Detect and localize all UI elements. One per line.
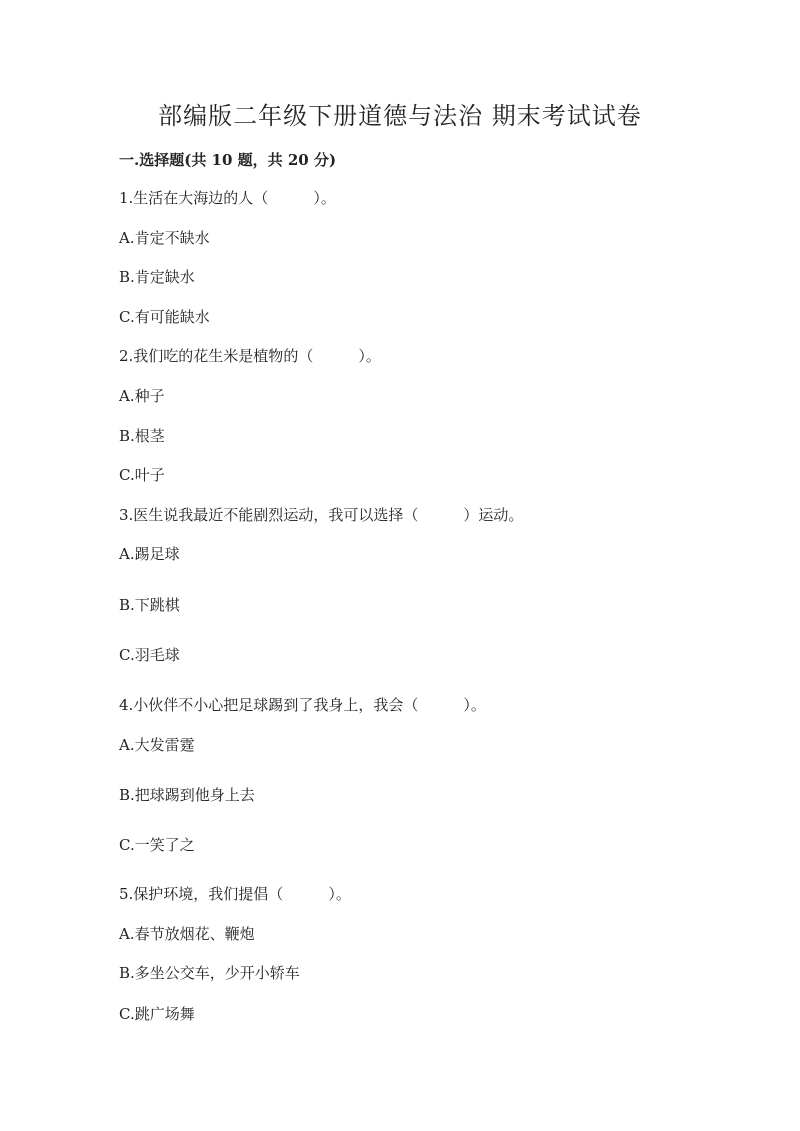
question-4-option-c: C.一笑了之 — [119, 836, 195, 854]
question-5-stem: 5.保护环境，我们提倡（ ）。 — [119, 885, 351, 903]
question-1-option-a: A.肯定不缺水 — [119, 229, 210, 247]
question-1-stem: 1.生活在大海边的人（ ）。 — [119, 189, 336, 207]
question-5-option-b: B.多坐公交车，少开小轿车 — [119, 964, 300, 982]
question-3-option-c: C.羽毛球 — [119, 646, 180, 664]
question-2-stem: 2.我们吃的花生米是植物的（ ）。 — [119, 347, 381, 365]
question-4-option-a: A.大发雷霆 — [119, 736, 195, 754]
section-heading: 一.选择题(共 10 题，共 20 分) — [119, 151, 337, 169]
question-2-option-a: A.种子 — [119, 387, 165, 405]
question-2-option-c: C.叶子 — [119, 466, 165, 484]
question-5-option-a: A.春节放烟花、鞭炮 — [119, 925, 255, 943]
question-1-option-b: B.肯定缺水 — [119, 268, 195, 286]
question-3-stem: 3.医生说我最近不能剧烈运动，我可以选择（ ）运动。 — [119, 506, 524, 524]
question-3-option-b: B.下跳棋 — [119, 596, 180, 614]
question-1-option-c: C.有可能缺水 — [119, 308, 210, 326]
question-2-option-b: B.根茎 — [119, 427, 165, 445]
question-4-option-b: B.把球踢到他身上去 — [119, 786, 255, 804]
exam-title: 部编版二年级下册道德与法治 期末考试试卷 — [158, 102, 642, 130]
question-3-option-a: A.踢足球 — [119, 545, 180, 563]
question-4-stem: 4.小伙伴不小心把足球踢到了我身上，我会（ ）。 — [119, 696, 486, 714]
question-5-option-c: C.跳广场舞 — [119, 1005, 195, 1023]
